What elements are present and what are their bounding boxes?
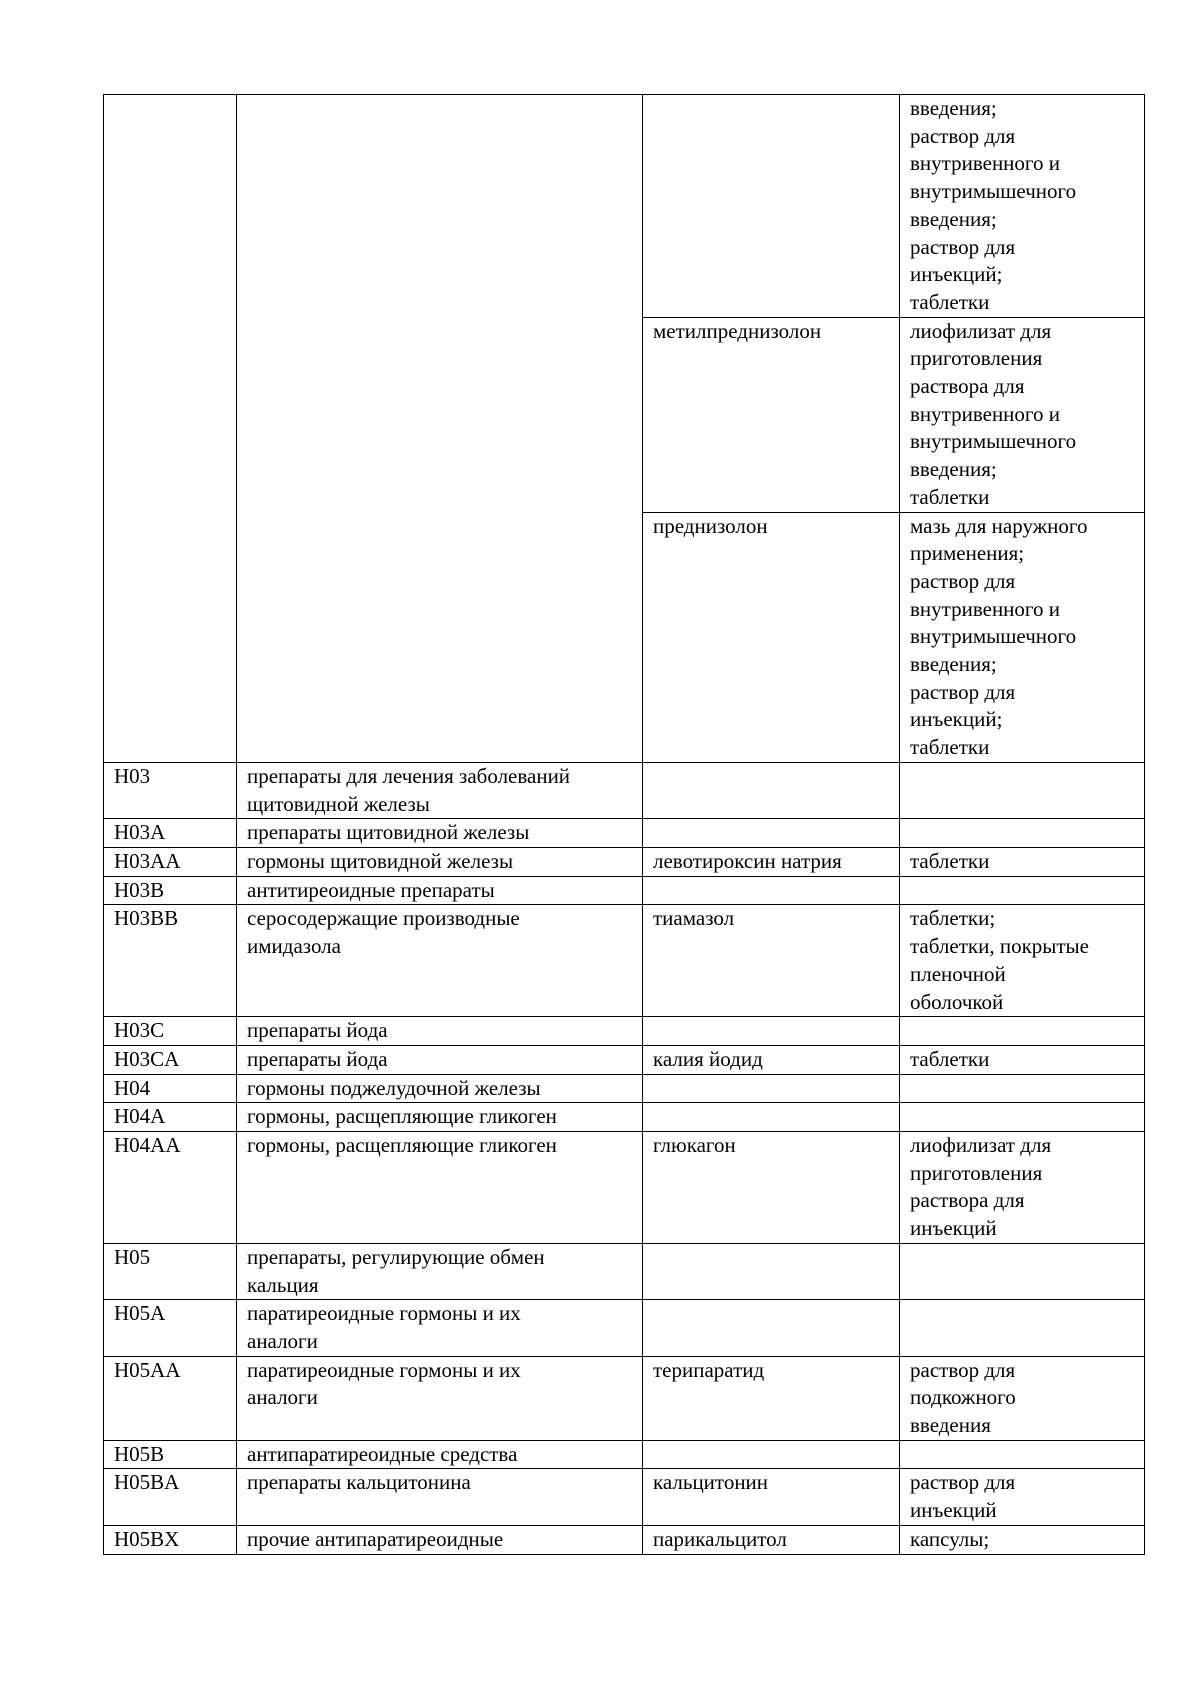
table-row: [104, 1017, 1145, 1046]
dosage-form-cell: раствор для подкожного введения: [900, 1356, 1145, 1440]
dosage-form-cell: [900, 1074, 1145, 1103]
table-row: [104, 1356, 1145, 1440]
drug-name-cell: преднизолон: [643, 512, 900, 762]
group-cell: [237, 95, 643, 763]
table-row: [104, 1132, 1145, 1244]
drug-name-cell: [643, 819, 900, 848]
atc-code-cell: H05BA: [104, 1469, 237, 1525]
dosage-form-cell: таблетки: [900, 1045, 1145, 1074]
dosage-form-cell: [900, 1103, 1145, 1132]
atc-code-cell: H03: [104, 762, 237, 818]
atc-code-cell: H04: [104, 1074, 237, 1103]
drug-name-cell: метилпреднизолон: [643, 317, 900, 512]
group-cell: препараты щитовидной железы: [237, 819, 643, 848]
dosage-form-cell: введения; раствор для внутривенного и внутримышечного введения; раствор для инъекций; таблетки: [900, 95, 1145, 318]
group-cell: гормоны, расщепляющие гликоген: [237, 1103, 643, 1132]
group-cell: препараты для лечения заболеваний щитовидной железы: [237, 762, 643, 818]
table-row: [104, 762, 1145, 818]
atc-code-cell: H05B: [104, 1440, 237, 1469]
table-row: [104, 905, 1145, 1017]
atc-code-cell: H03B: [104, 876, 237, 905]
table-row: [104, 1300, 1145, 1356]
table-row: [104, 1074, 1145, 1103]
code-cell: [104, 95, 237, 763]
drug-name-cell: [643, 1103, 900, 1132]
drug-table: [103, 94, 1145, 1555]
table-row: [104, 1469, 1145, 1525]
atc-code-cell: H03BB: [104, 905, 237, 1017]
table-row: [104, 1243, 1145, 1299]
group-cell: препараты йода: [237, 1017, 643, 1046]
dosage-form-cell: [900, 1440, 1145, 1469]
drug-name-cell: [643, 1243, 900, 1299]
group-cell: препараты кальцитонина: [237, 1469, 643, 1525]
table-row: [104, 847, 1145, 876]
drug-name-cell: парикальцитол: [643, 1525, 900, 1554]
atc-code-cell: H05BX: [104, 1525, 237, 1554]
dosage-form-cell: [900, 876, 1145, 905]
atc-code-cell: H04A: [104, 1103, 237, 1132]
dosage-form-cell: лиофилизат для приготовления раствора для инъекций: [900, 1132, 1145, 1244]
dosage-form-cell: лиофилизат для приготовления раствора для внутривенного и внутримышечного введения; таблетки: [900, 317, 1145, 512]
dosage-form-cell: [900, 1300, 1145, 1356]
drug-name-cell: [643, 1074, 900, 1103]
atc-code-cell: H05AA: [104, 1356, 237, 1440]
atc-code-cell: H03CA: [104, 1045, 237, 1074]
group-cell: препараты, регулирующие обмен кальция: [237, 1243, 643, 1299]
table-row: [104, 1045, 1145, 1074]
drug-name-cell: [643, 1017, 900, 1046]
drug-name-cell: [643, 95, 900, 318]
table-row: [104, 1440, 1145, 1469]
group-cell: гормоны щитовидной железы: [237, 847, 643, 876]
dosage-form-cell: таблетки; таблетки, покрытые пленочной оболочкой: [900, 905, 1145, 1017]
atc-code-cell: H03A: [104, 819, 237, 848]
table-row: [104, 95, 1145, 318]
drug-name-cell: глюкагон: [643, 1132, 900, 1244]
drug-name-cell: кальцитонин: [643, 1469, 900, 1525]
atc-code-cell: H03AA: [104, 847, 237, 876]
drug-name-cell: [643, 876, 900, 905]
dosage-form-cell: раствор для инъекций: [900, 1469, 1145, 1525]
dosage-form-cell: мазь для наружного применения; раствор для внутривенного и внутримышечного введения; раствор для инъекций; таблетки: [900, 512, 1145, 762]
atc-code-cell: H04AA: [104, 1132, 237, 1244]
group-cell: паратиреоидные гормоны и их аналоги: [237, 1356, 643, 1440]
atc-code-cell: H05A: [104, 1300, 237, 1356]
table-row: [104, 876, 1145, 905]
group-cell: препараты йода: [237, 1045, 643, 1074]
atc-code-cell: H05: [104, 1243, 237, 1299]
table-row: [104, 819, 1145, 848]
drug-name-cell: терипаратид: [643, 1356, 900, 1440]
drug-name-cell: [643, 1440, 900, 1469]
group-cell: гормоны поджелудочной железы: [237, 1074, 643, 1103]
drug-name-cell: [643, 762, 900, 818]
dosage-form-cell: [900, 1017, 1145, 1046]
dosage-form-cell: [900, 819, 1145, 848]
group-cell: прочие антипаратиреоидные: [237, 1525, 643, 1554]
dosage-form-cell: капсулы;: [900, 1525, 1145, 1554]
group-cell: паратиреоидные гормоны и их аналоги: [237, 1300, 643, 1356]
group-cell: антитиреоидные препараты: [237, 876, 643, 905]
drug-name-cell: [643, 1300, 900, 1356]
dosage-form-cell: таблетки: [900, 847, 1145, 876]
drug-name-cell: тиамазол: [643, 905, 900, 1017]
group-cell: серосодержащие производные имидазола: [237, 905, 643, 1017]
group-cell: антипаратиреоидные средства: [237, 1440, 643, 1469]
drug-name-cell: калия йодид: [643, 1045, 900, 1074]
dosage-form-cell: [900, 1243, 1145, 1299]
group-cell: гормоны, расщепляющие гликоген: [237, 1132, 643, 1244]
atc-code-cell: H03C: [104, 1017, 237, 1046]
table-row: [104, 1103, 1145, 1132]
dosage-form-cell: [900, 762, 1145, 818]
drug-name-cell: левотироксин натрия: [643, 847, 900, 876]
table-row: [104, 1525, 1145, 1554]
